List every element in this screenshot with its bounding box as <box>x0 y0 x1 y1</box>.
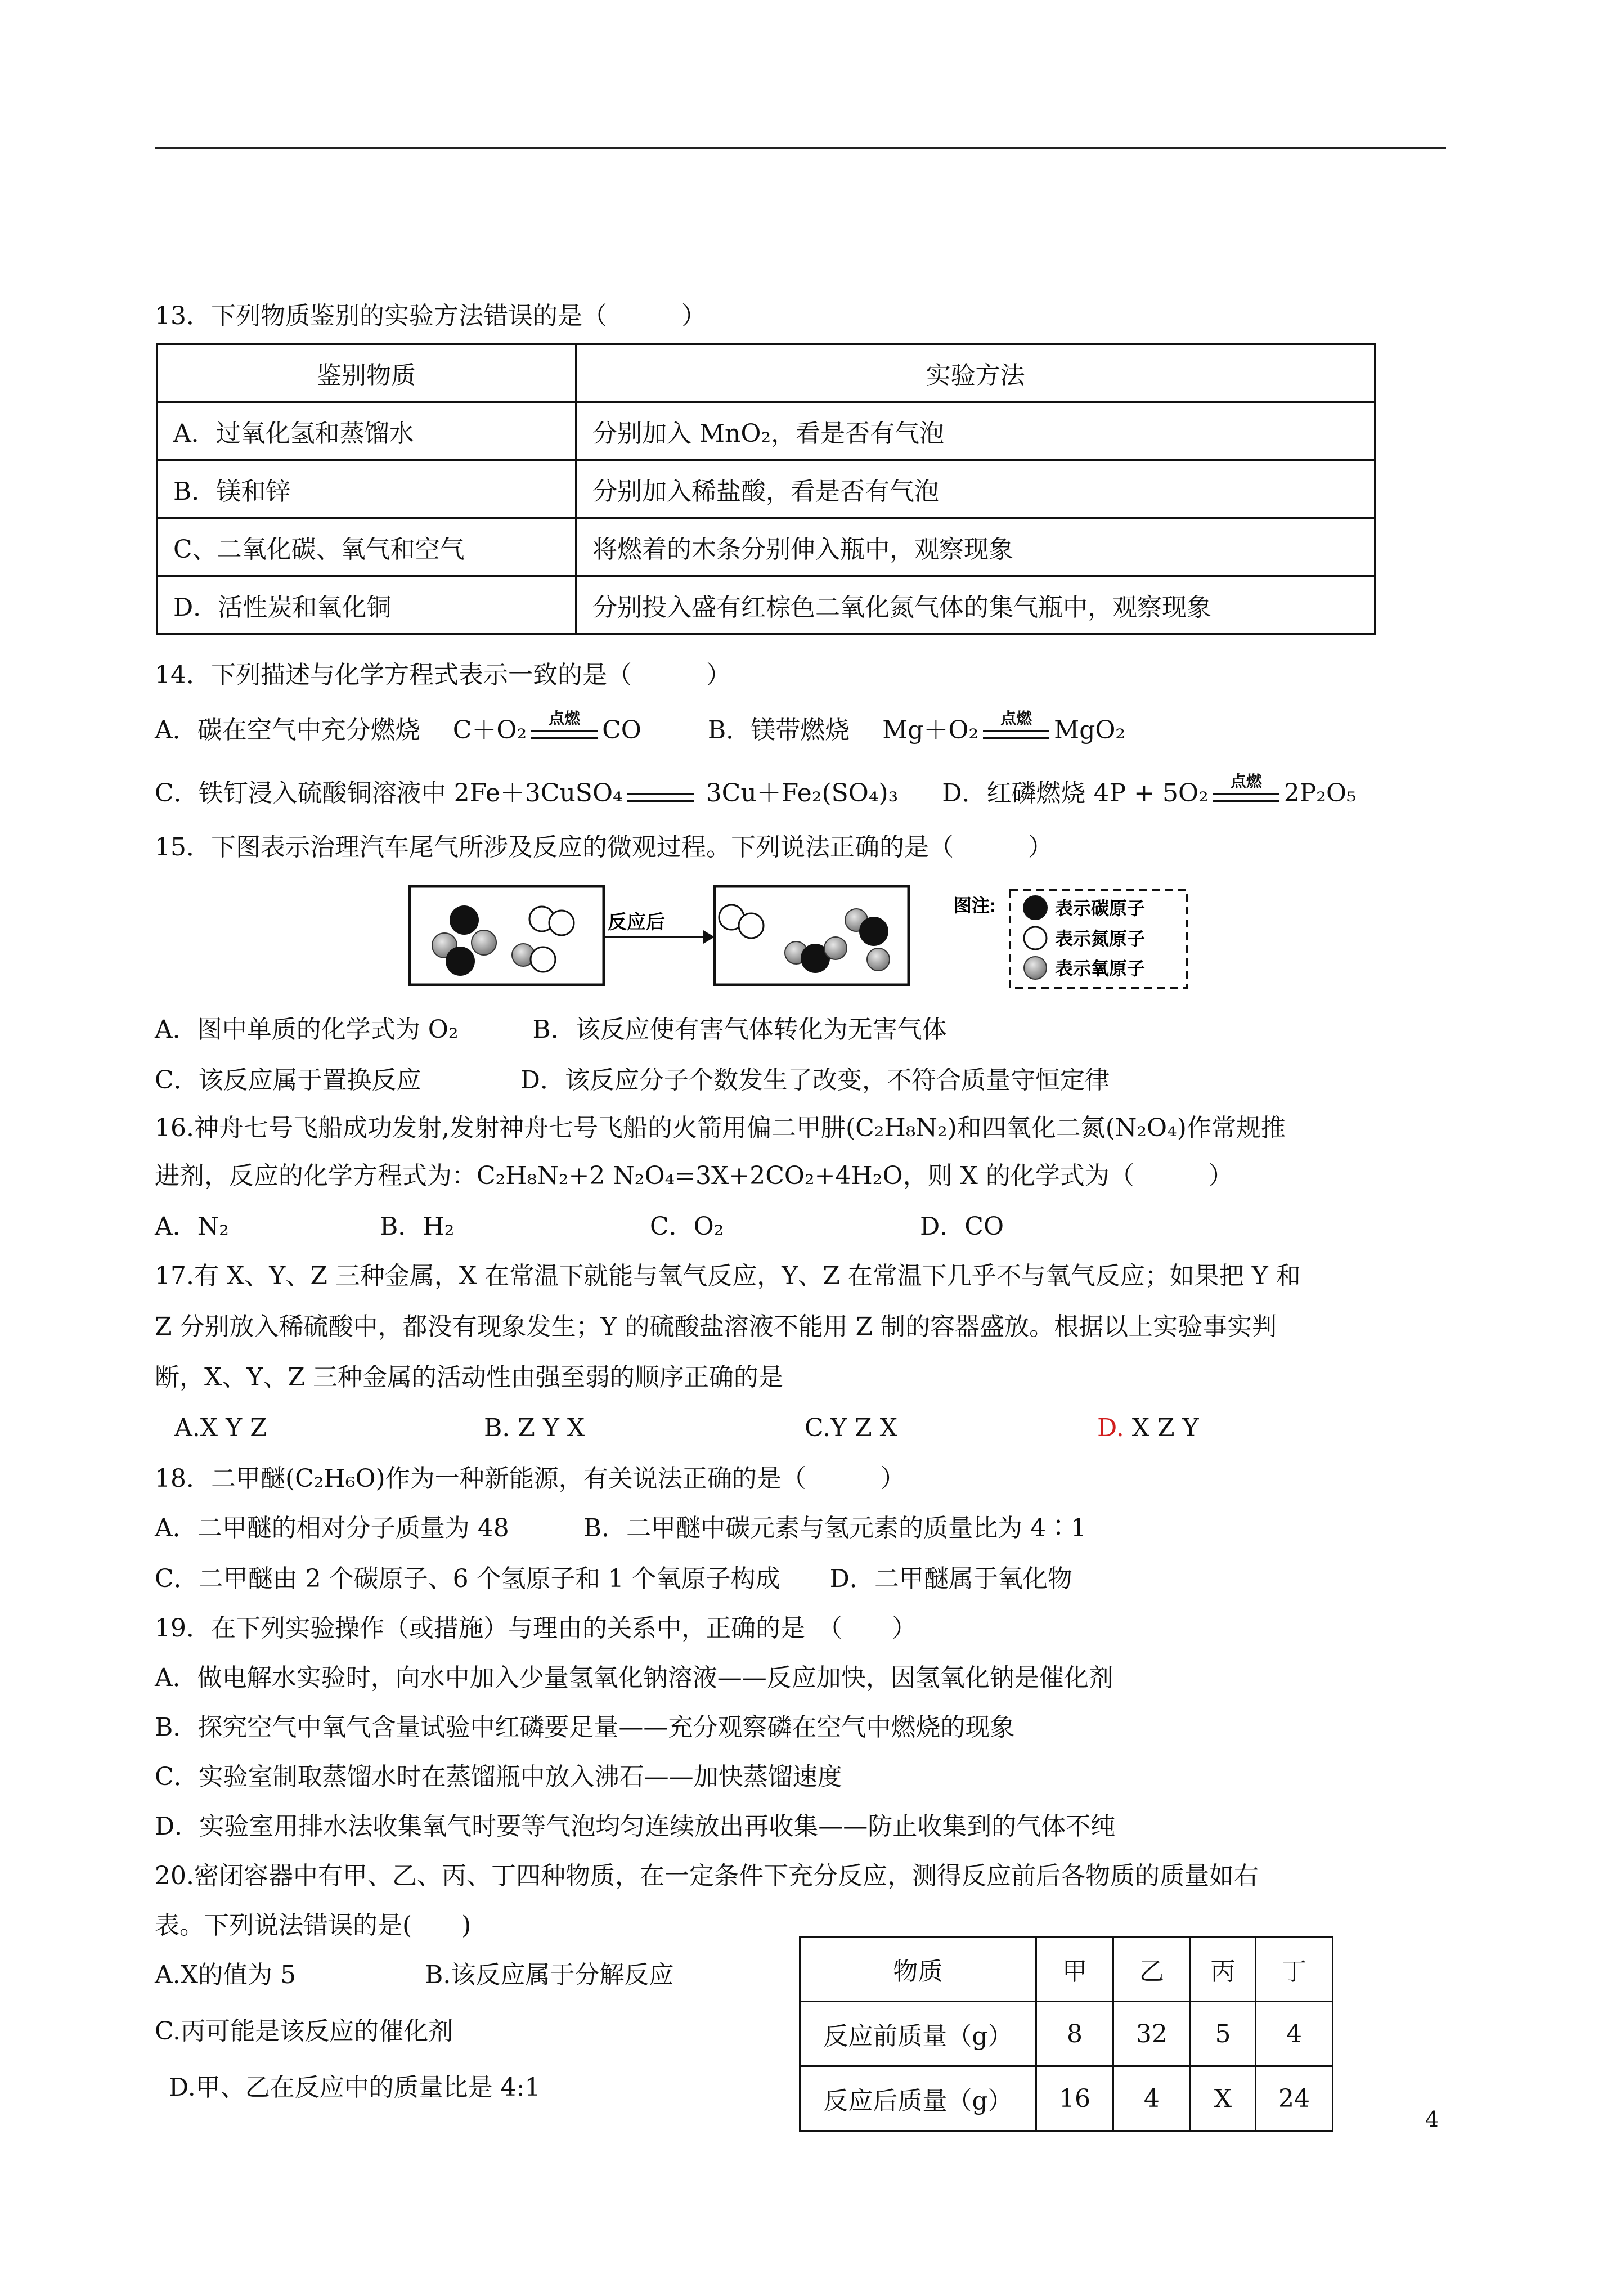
header-cell: 甲 <box>1036 1937 1113 2002</box>
legend-oxygen-label: 表示氧原子 <box>1055 958 1146 979</box>
table-cell: 反应前质量（g） <box>800 2002 1036 2066</box>
option-c: C．O₂ <box>650 1212 724 1241</box>
q15-title: 15．下图表示治理汽车尾气所涉及反应的微观过程。下列说法正确的是（ ） <box>155 833 1053 862</box>
q18-line1: A．二甲醚的相对分子质量为 48 B．二甲醚中碳元素与氢元素的质量比为 4∶1 <box>155 1514 1087 1542</box>
table-cell: 24 <box>1256 2066 1333 2131</box>
q20-option-c: C.丙可能是该反应的催化剂 <box>155 2017 453 2046</box>
q16-line2: 进剂，反应的化学方程式为：C₂H₈N₂+2 N₂O₄=3X+2CO₂+4H₂O，则 X 的化学式为（ ） <box>155 1162 1233 1190</box>
option-c: C.Y Z X <box>805 1414 897 1442</box>
table-cell: A．过氧化氢和蒸馏水 <box>157 402 576 460</box>
header-cell: 实验方法 <box>576 344 1375 402</box>
option-d: X Z Y <box>1124 1414 1199 1442</box>
q14-option-c-product: 3Cu＋Fe₂(SO₄)₃ <box>698 779 899 808</box>
q17-line3: 断，X、Y、Z 三种金属的活动性由强至弱的顺序正确的是 <box>155 1363 783 1392</box>
table-cell: 4 <box>1256 2002 1333 2066</box>
q20-options-row1 <box>155 1958 673 1992</box>
q15-options-line1: A．图中单质的化学式为 O₂ B．该反应使有害气体转化为无害气体 <box>155 1015 947 1044</box>
table-header-row <box>157 344 1375 402</box>
q16-options <box>155 1210 1004 1244</box>
q17-options <box>174 1411 1199 1445</box>
q13-table <box>156 343 1376 635</box>
condition-label: 点燃 <box>1000 708 1032 728</box>
q17-line1: 17.有 X、Y、Z 三种金属，X 在常温下就能与氧气反应，Y、Z 在常温下几乎不与氧气反应；如果把 Y 和 <box>155 1262 1301 1290</box>
answer-mark: D. <box>1097 1414 1124 1442</box>
arrow-head <box>703 930 715 944</box>
table-cell: 16 <box>1036 2066 1113 2131</box>
oxygen-atom <box>867 948 890 971</box>
table-row <box>800 2002 1333 2066</box>
table-cell: X <box>1190 2066 1255 2131</box>
legend-title: 图注: <box>954 895 996 916</box>
table-cell: C、二氧化碳、氧气和空气 <box>157 518 576 576</box>
condition-label: 点燃 <box>1230 772 1262 791</box>
table-row <box>157 576 1375 634</box>
table-row <box>157 460 1375 518</box>
q20-line2: 表。下列说法错误的是( ) <box>155 1911 472 1940</box>
oxygen-atom <box>824 937 847 959</box>
carbon-atom <box>450 905 479 935</box>
q18-line2: C．二甲醚由 2 个碳原子、6 个氢原子和 1 个氧原子构成 D．二甲醚属于氧化物 <box>155 1564 1072 1593</box>
arrow-label: 反应后 <box>608 912 665 933</box>
table-cell: B．镁和锌 <box>157 460 576 518</box>
q14-row-cd <box>155 772 1357 810</box>
q17-line2: Z 分别放入稀硫酸中，都没有现象发生；Y 的硫酸盐溶液不能用 Z 制的容器盛放。根据以上实验事实判 <box>155 1312 1277 1341</box>
table-cell: 8 <box>1036 2002 1113 2066</box>
table-cell: D．活性炭和氧化铜 <box>157 576 576 634</box>
table-cell: 将燃着的木条分别伸入瓶中，观察现象 <box>576 518 1375 576</box>
oxygen-atom <box>472 930 496 955</box>
q20-line1: 20.密闭容器中有甲、乙、丙、丁四种物质，在一定条件下充分反应，测得反应前后各物质的质量如右 <box>155 1862 1259 1890</box>
reaction-arrow <box>528 708 601 746</box>
q19-option-c: C．实验室制取蒸馏水时在蒸馏瓶中放入沸石——加快蒸馏速度 <box>155 1763 842 1791</box>
option-a: A．N₂ <box>155 1212 229 1241</box>
q14-option-a: A．碳在空气中充分燃烧 C＋O₂ <box>155 716 527 745</box>
reaction-arrow <box>1210 772 1283 809</box>
carbon-atom <box>446 947 475 976</box>
table-cell: 32 <box>1113 2002 1190 2066</box>
table-cell: 分别加入稀盐酸，看是否有气泡 <box>576 460 1375 518</box>
q14-row-ab <box>155 708 1126 747</box>
option-b: B．H₂ <box>380 1212 455 1241</box>
q14-title: 14．下列描述与化学方程式表示一致的是（ ） <box>155 661 731 689</box>
condition-label: 点燃 <box>549 708 581 728</box>
header-cell: 丁 <box>1256 1937 1333 2002</box>
q19-option-a: A．做电解水实验时，向水中加入少量氢氧化钠溶液——反应加快，因氢氧化钠是催化剂 <box>155 1663 1113 1692</box>
table-cell: 5 <box>1190 2002 1255 2066</box>
table-cell: 4 <box>1113 2066 1190 2131</box>
nitrogen-atom <box>549 911 574 935</box>
carbon-atom <box>859 917 888 946</box>
header-cell: 乙 <box>1113 1937 1190 2002</box>
q19-title: 19．在下列实验操作（或措施）与理由的关系中，正确的是 （ ） <box>155 1614 917 1643</box>
table-row <box>157 402 1375 460</box>
legend-carbon-label: 表示碳原子 <box>1055 898 1146 918</box>
table-cell: 分别投入盛有红棕色二氧化氮气体的集气瓶中，观察现象 <box>576 576 1375 634</box>
option-d: D．CO <box>920 1212 1004 1241</box>
header-cell: 物质 <box>800 1937 1036 2002</box>
legend-nitrogen-icon <box>1024 927 1047 949</box>
q14-option-b: B．镁带燃烧 Mg＋O₂ <box>707 716 979 745</box>
nitrogen-atom <box>739 913 764 938</box>
reaction-diagram <box>408 881 1196 993</box>
option-b: B.该反应属于分解反应 <box>425 1961 674 1989</box>
header-rule <box>155 147 1446 149</box>
q20-table <box>799 1936 1333 2132</box>
q20-option-d: D.甲、乙在反应中的质量比是 4:1 <box>169 2073 541 2102</box>
q19-option-d: D．实验室用排水法收集氧气时要等气泡均匀连续放出再收集——防止收集到的气体不纯 <box>155 1812 1116 1841</box>
q14-option-b-product: MgO₂ <box>1054 716 1126 745</box>
header-cell: 鉴别物质 <box>157 344 576 402</box>
q14-option-a-product: CO <box>602 716 641 745</box>
q18-title: 18．二甲醚(C₂H₆O)作为一种新能源，有关说法正确的是（ ） <box>155 1464 905 1493</box>
nitrogen-atom <box>531 947 555 972</box>
option-b: B. Z Y X <box>484 1414 585 1442</box>
option-a: A.X Y Z <box>174 1414 267 1442</box>
table-cell: 反应后质量（g） <box>800 2066 1036 2131</box>
q15-options-line2: C．该反应属于置换反应 D．该反应分子个数发生了改变，不符合质量守恒定律 <box>155 1066 1110 1095</box>
table-row <box>800 2066 1333 2131</box>
q13-title: 13．下列物质鉴别的实验方法错误的是（ ） <box>155 302 706 330</box>
equals-sign <box>624 782 697 809</box>
q14-option-d-product: 2P₂O₅ <box>1283 779 1357 808</box>
q14-option-d: D．红磷燃烧 4P + 5O₂ <box>942 779 1209 808</box>
q16-line1: 16.神舟七号飞船成功发射,发射神舟七号飞船的火箭用偏二甲肼(C₂H₈N₂)和四氧化二氮(N₂O₄)作常规推 <box>155 1114 1286 1142</box>
header-cell: 丙 <box>1190 1937 1255 2002</box>
table-header-row <box>800 1937 1333 2002</box>
q19-option-b: B．探究空气中氧气含量试验中红磷要足量——充分观察磷在空气中燃烧的现象 <box>155 1713 1015 1742</box>
reaction-arrow <box>980 708 1053 746</box>
q14-option-c: C．铁钉浸入硫酸铜溶液中 2Fe＋3CuSO₄ <box>155 779 623 808</box>
legend-oxygen-icon <box>1024 957 1047 979</box>
table-cell: 分别加入 MnO₂，看是否有气泡 <box>576 402 1375 460</box>
legend-nitrogen-label: 表示氮原子 <box>1055 929 1146 949</box>
option-a: A.X的值为 5 <box>155 1961 297 1989</box>
page-number: 4 <box>1425 2107 1439 2132</box>
table-row <box>157 518 1375 576</box>
legend-carbon-icon <box>1023 895 1048 920</box>
